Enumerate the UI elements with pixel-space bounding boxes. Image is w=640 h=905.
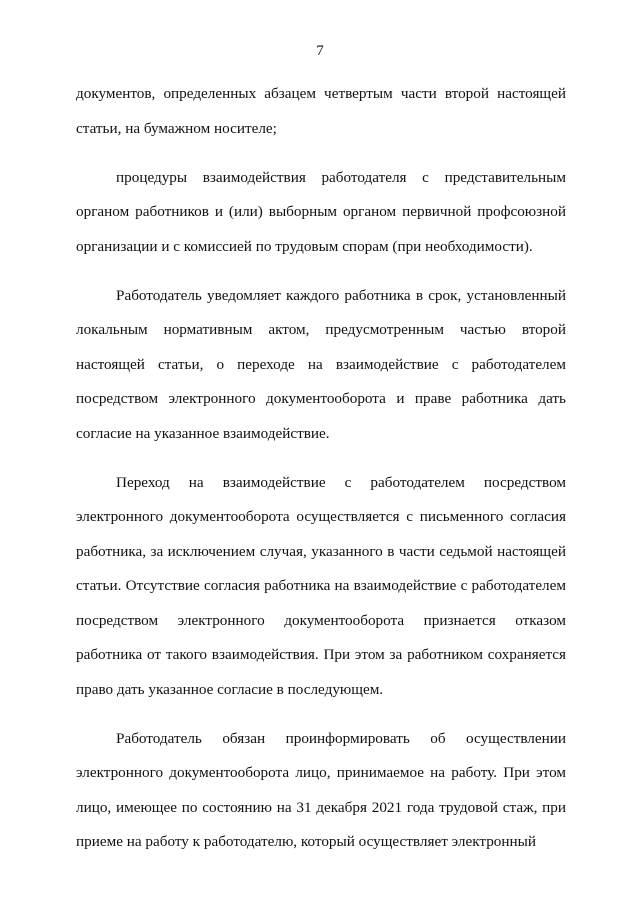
paragraph-3: Работодатель уведомляет каждого работника в срок, установленный локальным нормативным актом, предусмотренным частью второй настоящей статьи, о переходе на взаимодействие с работодателем посредством электронного документооборота и праве работника дать согласие на указанное взаимодействие. — [76, 286, 566, 442]
document-body — [76, 77, 566, 874]
paragraph-1: документов, определенных абзацем четвертым части второй настоящей статьи, на бумажном носителе; — [76, 85, 566, 137]
paragraph-2: процедуры взаимодействия работодателя с представительным органом работников и (или) выборным органом первичной профсоюзной организации и с комиссией по трудовым спорам (при необходимости). — [76, 168, 566, 255]
paragraph-5: Работодатель обязан проинформировать об осуществлении электронного документооборота лицо, принимаемое на работу. При этом лицо, имеющее по состоянию на 31 декабря 2021 года трудовой стаж, при приеме на работу к работодателю, который осуществляет электронный — [76, 729, 566, 850]
paragraph-4: Переход на взаимодействие с работодателем посредством электронного документооборота осуществляется с письменного согласия работника, за исключением случая, указанного в части седьмой настоящей статьи. Отсутствие согласия работника на взаимодействие с работодателем посредством электронного документооборота признается отказом работника от такого взаимодействия. При этом за работником сохраняется право дать указанное согласие в последующем. — [76, 473, 566, 698]
page-number: 7 — [316, 43, 324, 59]
